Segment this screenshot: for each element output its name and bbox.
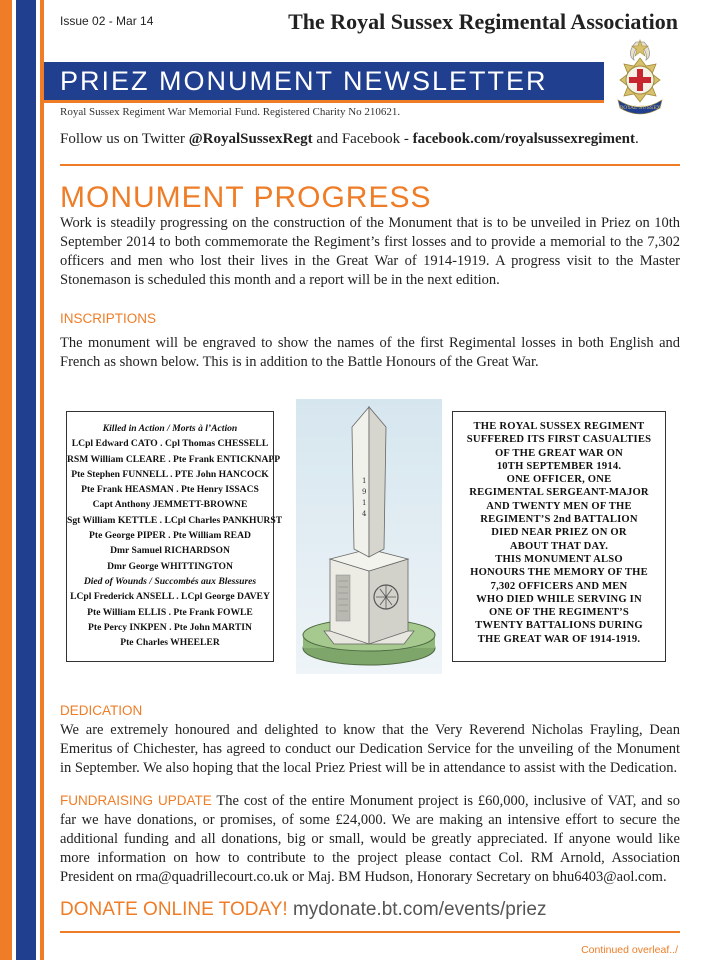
facebook-link[interactable]: facebook.com/royalsussexregiment — [412, 131, 635, 147]
progress-body: Work is steadily progressing on the construction of the Monument that is to be unveiled in Priez on 10th September 2014 to both commemorate the Regiment’s first losses and to provide a memorial to the 7,302 officers and men who lost their lives in the Great War of 1914-1919. A progress visit to the Master Stonemason is scheduled this month and a report will be in the next edition. — [60, 215, 680, 288]
association-title: The Royal Sussex Regimental Association — [288, 9, 678, 34]
inscriptions-body: The monument will be engraved to show the names of the first Regimental losses in both English and French as shown below. This is in addition to the Battle Honours of the Great War. — [60, 335, 680, 370]
panel-line: 7,302 OFFICERS AND MEN — [490, 580, 628, 592]
inscriptions-heading: INSCRIPTIONS — [60, 311, 157, 326]
donate-url-link[interactable]: mydonate.bt.com/events/priez — [287, 899, 547, 920]
panel-line: ABOUT THAT DAY. — [509, 540, 609, 552]
fundraising-body: The cost of the entire Monument project is £60,000, inclusive of VAT, and so far we have donations, or promises, of some £24,000. We are making an intensive effort to secure the additional funding and all donations, big or small, would be greatly appreciated. If anyone would like more information on how to contribute to the project please contact Col. RM Arnold, Association President on rma@quadrillecourt.co.uk or Maj. BM Hudson, Honorary Secretary on bhu6403@aol.com. — [60, 793, 681, 885]
banner-underline — [44, 100, 604, 103]
panel-line: REGIMENT’S 2nd BATTALION — [480, 514, 638, 526]
panel-line: THE GREAT WAR OF 1914-1919. — [477, 633, 641, 645]
names-line: LCpl Frederick ANSELL . LCpl George DAVEY — [70, 591, 270, 603]
dedication-body: We are extremely honoured and delighted to know that the Very Reverend Nicholas Frayling, Dean Emeritus of Chichester, has agreed to conduct our Dedication Service for the unveiling of the Monument in September. We also hoping that the local Priez Priest will be in attendance to assist with the Dedication. — [60, 722, 680, 776]
panel-line: OF THE GREAT WAR ON — [494, 447, 623, 459]
panel-line: REGIMENTAL SERGEANT-MAJOR — [469, 487, 649, 499]
divider-bottom — [60, 931, 680, 933]
monument-year-digit: 9 — [362, 488, 367, 496]
monument-year-digit: 4 — [362, 510, 367, 518]
charity-notice: Royal Sussex Regiment War Memorial Fund. Registered Charity No 210621. — [60, 106, 401, 118]
left-stripe-navy — [16, 0, 36, 960]
names-line: LCpl Edward CATO . Cpl Thomas CHESSELL — [71, 438, 269, 450]
issue-label: Issue 02 - Mar 14 — [60, 14, 154, 28]
panel-line: WHO DIED WHILE SERVING IN — [476, 593, 642, 605]
names-line: Died of Wounds / Succombés aux Blessures — [83, 575, 257, 587]
dedication-text-panel — [452, 411, 666, 662]
names-line: Dmr Samuel RICHARDSON — [110, 545, 230, 557]
dedication-heading: DEDICATION — [60, 703, 143, 718]
panel-line: ONE OFFICER, ONE — [506, 474, 612, 486]
newsletter-title: PRIEZ MONUMENT NEWSLETTER — [60, 66, 548, 96]
names-line: Dmr George WHITTINGTON — [107, 560, 233, 572]
follow-line — [60, 131, 639, 148]
panel-line: HONOURS THE MEMORY OF THE — [470, 567, 648, 579]
panel-line: AND TWENTY MEN OF THE — [486, 500, 632, 512]
left-stripe-orange-thin — [40, 0, 44, 960]
fundraising-section — [60, 791, 680, 887]
names-line: Sgt William KETTLE . LCpl Charles PANKHURST — [67, 514, 283, 526]
continued-overleaf: Continued overleaf../ — [581, 944, 678, 956]
names-line: Pte Charles WHEELER — [120, 637, 220, 649]
follow-prefix: Follow us on Twitter — [60, 131, 189, 147]
names-line: Pte George PIPER . Pte William READ — [89, 530, 251, 542]
names-line: RSM William CLEARE . Pte Frank ENTICKNAPP — [67, 453, 281, 465]
panel-line: SUFFERED ITS FIRST CASUALTIES — [466, 434, 652, 446]
fundraising-heading: FUNDRAISING UPDATE — [60, 793, 212, 808]
follow-middle: and Facebook - — [312, 131, 413, 147]
names-line: Pte William ELLIS . Pte Frank FOWLE — [87, 606, 253, 618]
names-line: Killed in Action / Morts à l’Action — [102, 423, 238, 434]
names-line: Pte Percy INKPEN . Pte John MARTIN — [88, 621, 252, 633]
follow-suffix: . — [634, 131, 639, 147]
names-line: Pte Stephen FUNNELL . PTE John HANCOCK — [71, 468, 269, 480]
twitter-handle[interactable]: @RoyalSussexRegt — [188, 131, 313, 147]
monument-year-digit: 1 — [362, 477, 367, 485]
panel-line: 10TH SEPTEMBER 1914. — [496, 460, 622, 472]
panel-line: THIS MONUMENT ALSO — [495, 553, 623, 565]
monument-illustration — [296, 399, 442, 674]
svg-text:ROYAL SUSSEX: ROYAL SUSSEX — [619, 105, 661, 111]
panel-line: ONE OF THE REGIMENT’S — [489, 607, 629, 619]
panel-line: TWENTY BATTALIONS DURING — [475, 620, 643, 632]
donate-line — [60, 899, 546, 921]
left-stripe-orange — [0, 0, 12, 960]
names-panel — [66, 411, 283, 662]
monument-year-digit: 1 — [362, 499, 367, 507]
names-line: Capt Anthony JEMMETT-BROWNE — [92, 499, 248, 511]
panel-line: DIED NEAR PRIEZ ON OR — [491, 527, 627, 539]
regimental-crest-icon — [606, 38, 674, 116]
progress-heading: MONUMENT PROGRESS — [60, 181, 432, 214]
names-line: Pte Frank HEASMAN . Pte Henry ISSACS — [81, 484, 259, 496]
panel-line: THE ROYAL SUSSEX REGIMENT — [473, 421, 645, 432]
divider-top — [60, 164, 680, 166]
donate-label: DONATE ONLINE TODAY! — [60, 899, 288, 920]
